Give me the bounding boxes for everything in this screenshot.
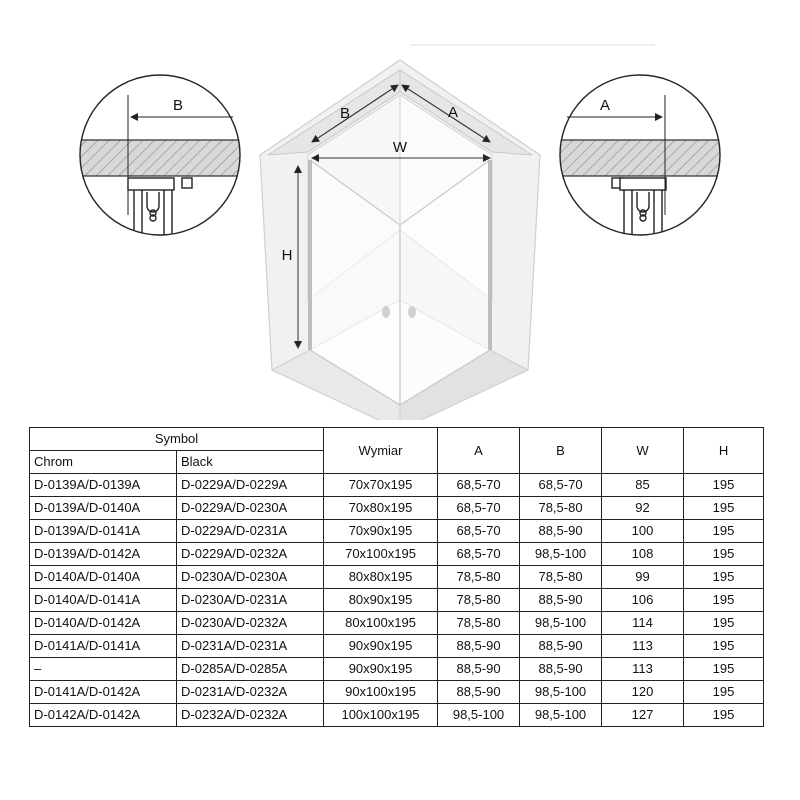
b-cell: 98,5-100 — [520, 704, 602, 727]
table-body — [30, 474, 764, 727]
w-header: W — [602, 428, 684, 474]
chrom-cell: – — [30, 658, 177, 681]
chrom-cell: D-0141A/D-0141A — [30, 635, 177, 658]
table-row — [30, 543, 764, 566]
w-cell: 100 — [602, 520, 684, 543]
right-wall-hatch — [558, 140, 728, 176]
left-wall-hatch — [78, 140, 248, 176]
a-cell: 78,5-80 — [438, 589, 520, 612]
b-cell: 88,5-90 — [520, 589, 602, 612]
wymiar-cell: 90x90x195 — [324, 635, 438, 658]
a-cell: 88,5-90 — [438, 658, 520, 681]
w-cell: 113 — [602, 635, 684, 658]
table-row — [30, 566, 764, 589]
black-cell: D-0229A/D-0232A — [177, 543, 324, 566]
b-cell: 78,5-80 — [520, 497, 602, 520]
table-row — [30, 704, 764, 727]
wymiar-cell: 90x100x195 — [324, 681, 438, 704]
table-row — [30, 474, 764, 497]
h-cell: 195 — [684, 635, 764, 658]
w-cell: 108 — [602, 543, 684, 566]
h-cell: 195 — [684, 589, 764, 612]
black-cell: D-0231A/D-0232A — [177, 681, 324, 704]
black-cell: D-0229A/D-0231A — [177, 520, 324, 543]
a-cell: 78,5-80 — [438, 566, 520, 589]
h-cell: 195 — [684, 566, 764, 589]
wymiar-cell: 70x70x195 — [324, 474, 438, 497]
black-cell: D-0229A/D-0229A — [177, 474, 324, 497]
table-row — [30, 520, 764, 543]
chrom-cell: D-0141A/D-0142A — [30, 681, 177, 704]
enclosure-label-b: B — [339, 105, 351, 122]
w-cell: 99 — [602, 566, 684, 589]
a-cell: 68,5-70 — [438, 497, 520, 520]
w-cell: 114 — [602, 612, 684, 635]
chrom-cell: D-0140A/D-0141A — [30, 589, 177, 612]
b-cell: 88,5-90 — [520, 520, 602, 543]
h-cell: 195 — [684, 474, 764, 497]
black-cell: D-0230A/D-0232A — [177, 612, 324, 635]
right-detail-label: A — [599, 97, 611, 114]
dimensions-table — [29, 427, 764, 727]
table-row — [30, 589, 764, 612]
enclosure-label-w: W — [392, 139, 408, 156]
chrom-cell: D-0142A/D-0142A — [30, 704, 177, 727]
right-detail-callout — [558, 75, 728, 240]
wymiar-cell: 70x100x195 — [324, 543, 438, 566]
table-row — [30, 681, 764, 704]
chrom-header: Chrom — [30, 451, 177, 474]
a-cell: 78,5-80 — [438, 612, 520, 635]
table-row — [30, 635, 764, 658]
a-cell: 68,5-70 — [438, 520, 520, 543]
h-header: H — [684, 428, 764, 474]
black-header: Black — [177, 451, 324, 474]
b-cell: 68,5-70 — [520, 474, 602, 497]
a-header: A — [438, 428, 520, 474]
wymiar-cell: 80x90x195 — [324, 589, 438, 612]
left-detail-label: B — [172, 97, 184, 114]
left-detail-callout — [78, 75, 248, 240]
right-profile — [612, 178, 666, 240]
w-cell: 92 — [602, 497, 684, 520]
w-cell: 85 — [602, 474, 684, 497]
chrom-cell: D-0139A/D-0141A — [30, 520, 177, 543]
h-cell: 195 — [684, 520, 764, 543]
left-profile — [128, 178, 192, 240]
black-cell: D-0231A/D-0231A — [177, 635, 324, 658]
b-cell: 98,5-100 — [520, 543, 602, 566]
black-cell: D-0230A/D-0231A — [177, 589, 324, 612]
table-row — [30, 612, 764, 635]
black-cell: D-0285A/D-0285A — [177, 658, 324, 681]
enclosure-drawing — [260, 60, 540, 420]
chrom-cell: D-0140A/D-0140A — [30, 566, 177, 589]
enclosure-label-h: H — [281, 247, 293, 264]
black-cell: D-0230A/D-0230A — [177, 566, 324, 589]
table-row — [30, 658, 764, 681]
chrom-cell: D-0139A/D-0142A — [30, 543, 177, 566]
h-cell: 195 — [684, 704, 764, 727]
w-cell: 106 — [602, 589, 684, 612]
b-cell: 98,5-100 — [520, 612, 602, 635]
wymiar-cell: 100x100x195 — [324, 704, 438, 727]
black-cell: D-0229A/D-0230A — [177, 497, 324, 520]
h-cell: 195 — [684, 681, 764, 704]
h-cell: 195 — [684, 658, 764, 681]
wymiar-cell: 70x80x195 — [324, 497, 438, 520]
wymiar-cell: 70x90x195 — [324, 520, 438, 543]
w-cell: 127 — [602, 704, 684, 727]
enclosure-label-a: A — [447, 104, 459, 121]
chrom-cell: D-0140A/D-0142A — [30, 612, 177, 635]
wymiar-cell: 80x100x195 — [324, 612, 438, 635]
wymiar-cell: 80x80x195 — [324, 566, 438, 589]
b-header: B — [520, 428, 602, 474]
h-cell: 195 — [684, 612, 764, 635]
b-cell: 88,5-90 — [520, 658, 602, 681]
h-cell: 195 — [684, 497, 764, 520]
b-cell: 78,5-80 — [520, 566, 602, 589]
chrom-cell: D-0139A/D-0139A — [30, 474, 177, 497]
w-cell: 120 — [602, 681, 684, 704]
symbol-header: Symbol — [30, 428, 324, 451]
a-cell: 98,5-100 — [438, 704, 520, 727]
w-cell: 113 — [602, 658, 684, 681]
h-cell: 195 — [684, 543, 764, 566]
wymiar-header: Wymiar — [324, 428, 438, 474]
b-cell: 88,5-90 — [520, 635, 602, 658]
table-row — [30, 497, 764, 520]
wymiar-cell: 90x90x195 — [324, 658, 438, 681]
a-cell: 88,5-90 — [438, 635, 520, 658]
table-header-row — [30, 428, 764, 451]
a-cell: 68,5-70 — [438, 543, 520, 566]
a-cell: 68,5-70 — [438, 474, 520, 497]
b-cell: 98,5-100 — [520, 681, 602, 704]
chrom-cell: D-0139A/D-0140A — [30, 497, 177, 520]
a-cell: 88,5-90 — [438, 681, 520, 704]
black-cell: D-0232A/D-0232A — [177, 704, 324, 727]
